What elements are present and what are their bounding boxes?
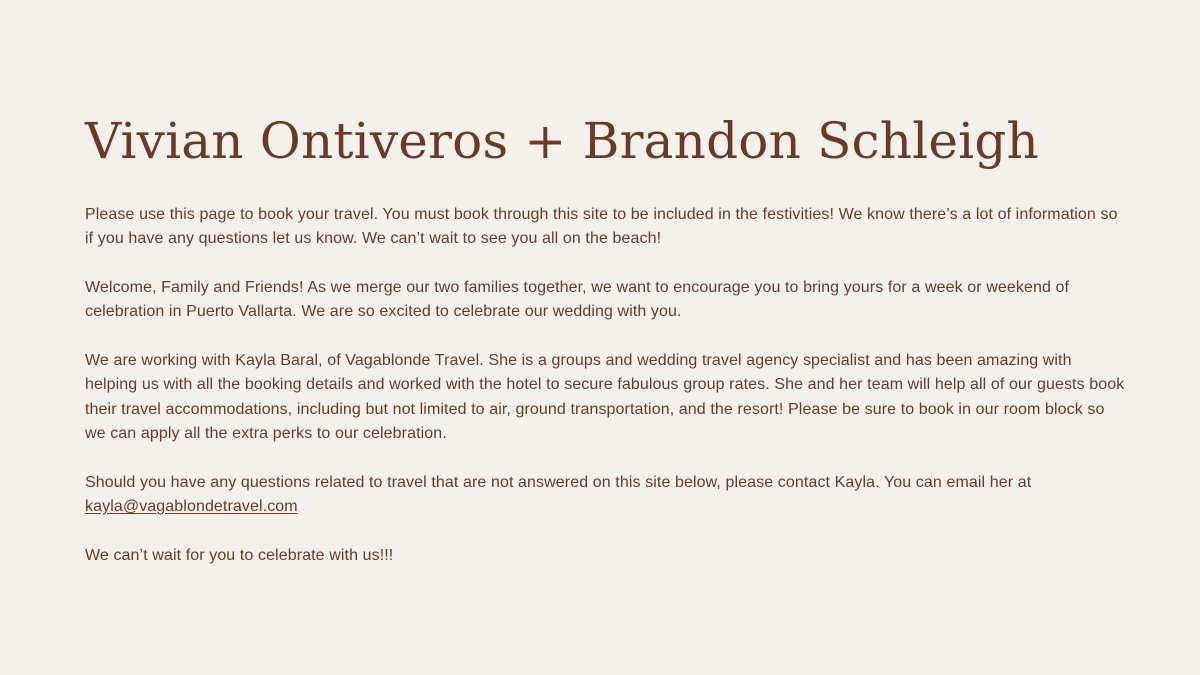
contact-paragraph: [85, 471, 1125, 520]
content-section: [85, 203, 1125, 569]
booking-intro-paragraph: Please use this page to book your travel. You must book through this site to be included in the festivities! We know there’s a lot of information so if you have any questions let us know. We can’t wait to see you all on the beach!: [85, 205, 1118, 247]
agency-paragraph: We are working with Kayla Baral, of Vagablonde Travel. She is a groups and wedding travel agency specialist and has been amazing with helping us with all the booking details and worked with the hotel to secure fabulous group rates. She and her team will help all of our guests book their travel accommodations, including but not limited to air, ground transportation, and the resort! Please be sure to book in our room block so we can apply all the extra perks to our celebration.: [85, 351, 1125, 442]
welcome-paragraph: Welcome, Family and Friends! As we merge our two families together, we want to encourage you to bring yours for a week or weekend of celebration in Puerto Vallarta. We are so excited to celebrate our wedding with you.: [85, 278, 1070, 320]
contact-text: Should you have any questions related to travel that are not answered on this site below, please contact Kayla. You can email her at: [85, 473, 1032, 491]
closing-paragraph: We can’t wait for you to celebrate with us!!!: [85, 546, 394, 564]
page-title: Vivian Ontiveros + Brandon Schleigh: [85, 112, 1039, 170]
email-link[interactable]: kayla@vagablondetravel.com: [85, 498, 298, 515]
